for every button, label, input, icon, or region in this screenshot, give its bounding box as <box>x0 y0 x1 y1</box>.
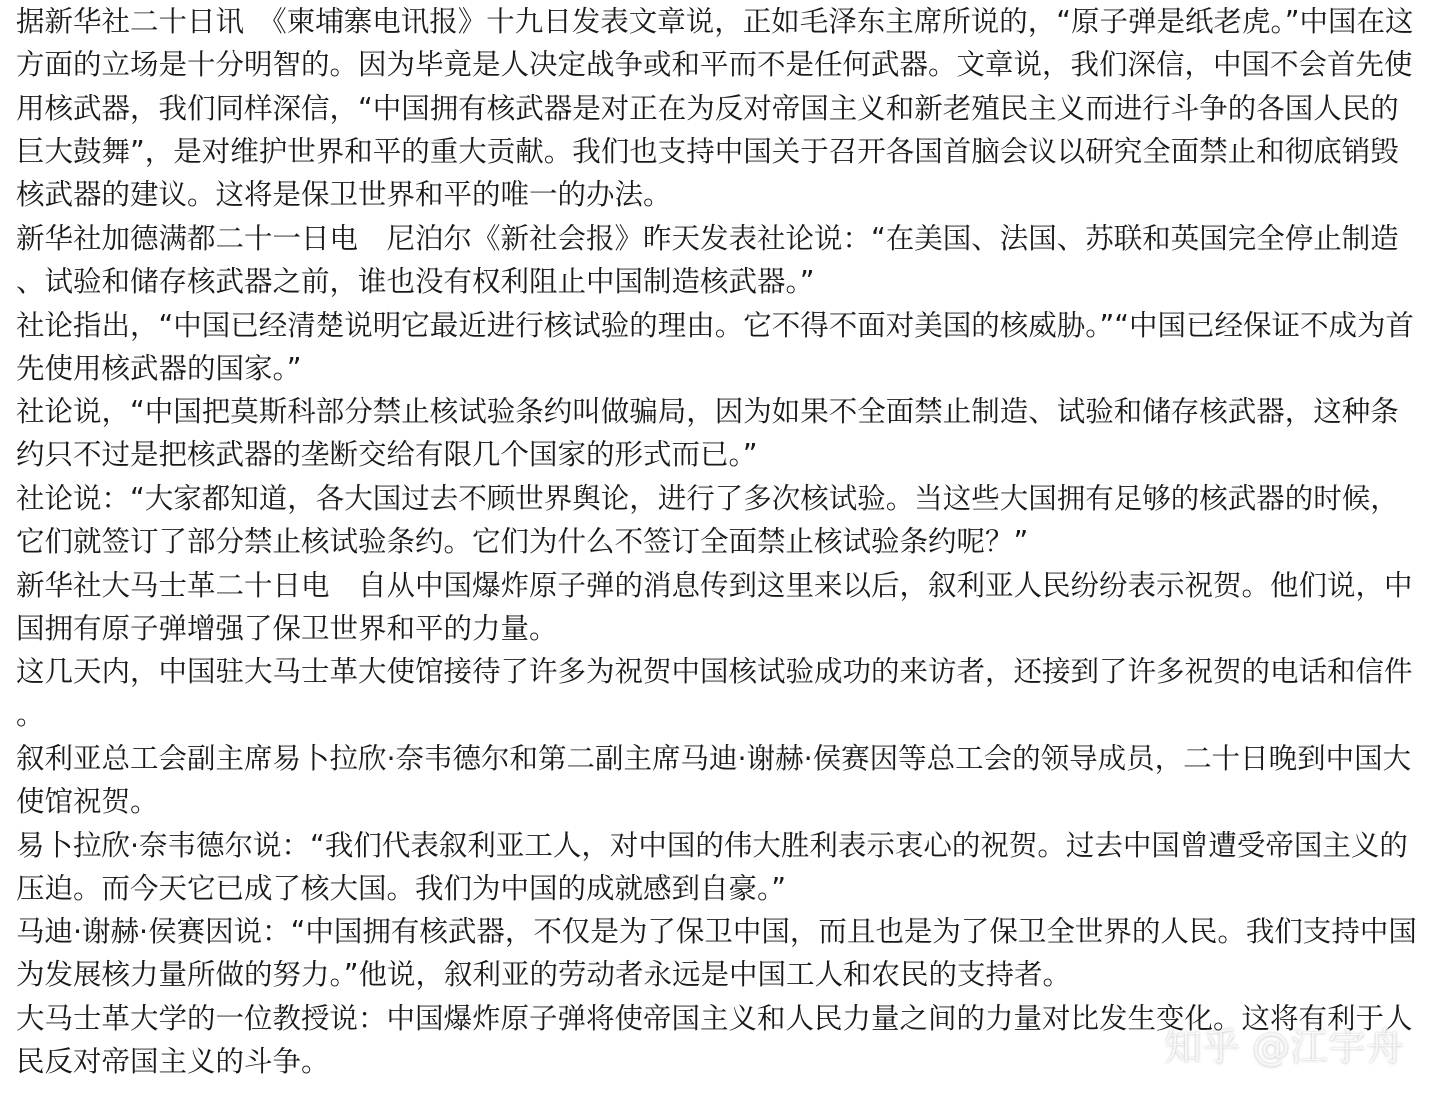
paragraph-embassy-visitors: 这几天内，中国驻大马士革大使馆接待了许多为祝贺中国核试验成功的来访者，还接到了许多祝贺的电话和信件。 <box>16 655 1413 732</box>
paragraph-professor-quote: 大马士革大学的一位教授说：中国爆炸原子弹将使帝国主义和人民力量之间的力量对比发生变化。这将有利于人民反对帝国主义的斗争。 <box>16 1002 1413 1079</box>
paragraph-madi-quote: 马迪·谢赫·侯赛因说：“中国拥有核武器，不仅是为了保卫中国，而且也是为了保卫全世界的人民。我们支持中国为发展核力量所做的努力。”他说，叙利亚的劳动者永远是中国工人和农民的支持者。 <box>16 915 1417 992</box>
paragraph-ibrahim-quote: 易卜拉欣·奈韦德尔说：“我们代表叙利亚工人，对中国的伟大胜利表示衷心的祝贺。过去中国曾遭受帝国主义的压迫。而今天它已成了核大国。我们为中国的成就感到自豪。” <box>16 829 1408 906</box>
paragraph-editorial-question: 社论说：“大家都知道，各大国过去不顾世界舆论，进行了多次核试验。当这些大国拥有足够的核武器的时候，它们就签订了部分禁止核试验条约。它们为什么不签订全面禁止核试验条约呢？” <box>16 482 1399 559</box>
paragraph-kathmandu-report: 新华社加德满都二十一日电 尼泊尔《新社会报》昨天发表社论说：“在美国、法国、苏联和英国完全停止制造、试验和储存核武器之前，谁也没有权利阻止中国制造核武器。” <box>16 222 1399 299</box>
paragraph-damascus-report: 新华社大马士革二十日电 自从中国爆炸原子弹的消息传到这里来以后，叙利亚人民纷纷表示祝贺。他们说，中国拥有原子弹增强了保卫世界和平的力量。 <box>16 569 1413 646</box>
zhihu-watermark: 知乎 @江宇舟 <box>1163 1025 1404 1069</box>
paragraph-editorial-moscow-treaty: 社论说，“中国把莫斯科部分禁止核试验条约叫做骗局，因为如果不全面禁止制造、试验和储存核武器，这种条约只不过是把核武器的垄断交给有限几个国家的形式而已。” <box>16 395 1399 472</box>
paragraph-editorial-points: 社论指出，“中国已经清楚说明它最近进行核试验的理由。它不得不面对美国的核威胁。”“中国已经保证不成为首先使用核武器的国家。” <box>16 309 1415 386</box>
paragraph-cambodia-report: 据新华社二十日讯 《柬埔寨电讯报》十九日发表文章说，正如毛泽东主席所说的，“原子弹是纸老虎。”中国在这方面的立场是十分明智的。因为毕竟是人决定战争或和平而不是任何武器。文章说，我们深信，中国不会首先使用核武器，我们同样深信，“中国拥有核武器是对正在为反对帝国主义和新老殖民主义而进行斗争的各国人民的巨大鼓舞”，是对维护世界和平的重大贡献。我们也支持中国关于召开各国首脑会议以研究全面禁止和彻底销毁核武器的建议。这将是保卫世界和平的唯一的办法。 <box>16 5 1414 212</box>
paragraph-union-leaders: 叙利亚总工会副主席易卜拉欣·奈韦德尔和第二副主席马迪·谢赫·侯赛因等总工会的领导成员，二十日晚到中国大使馆祝贺。 <box>16 742 1412 819</box>
